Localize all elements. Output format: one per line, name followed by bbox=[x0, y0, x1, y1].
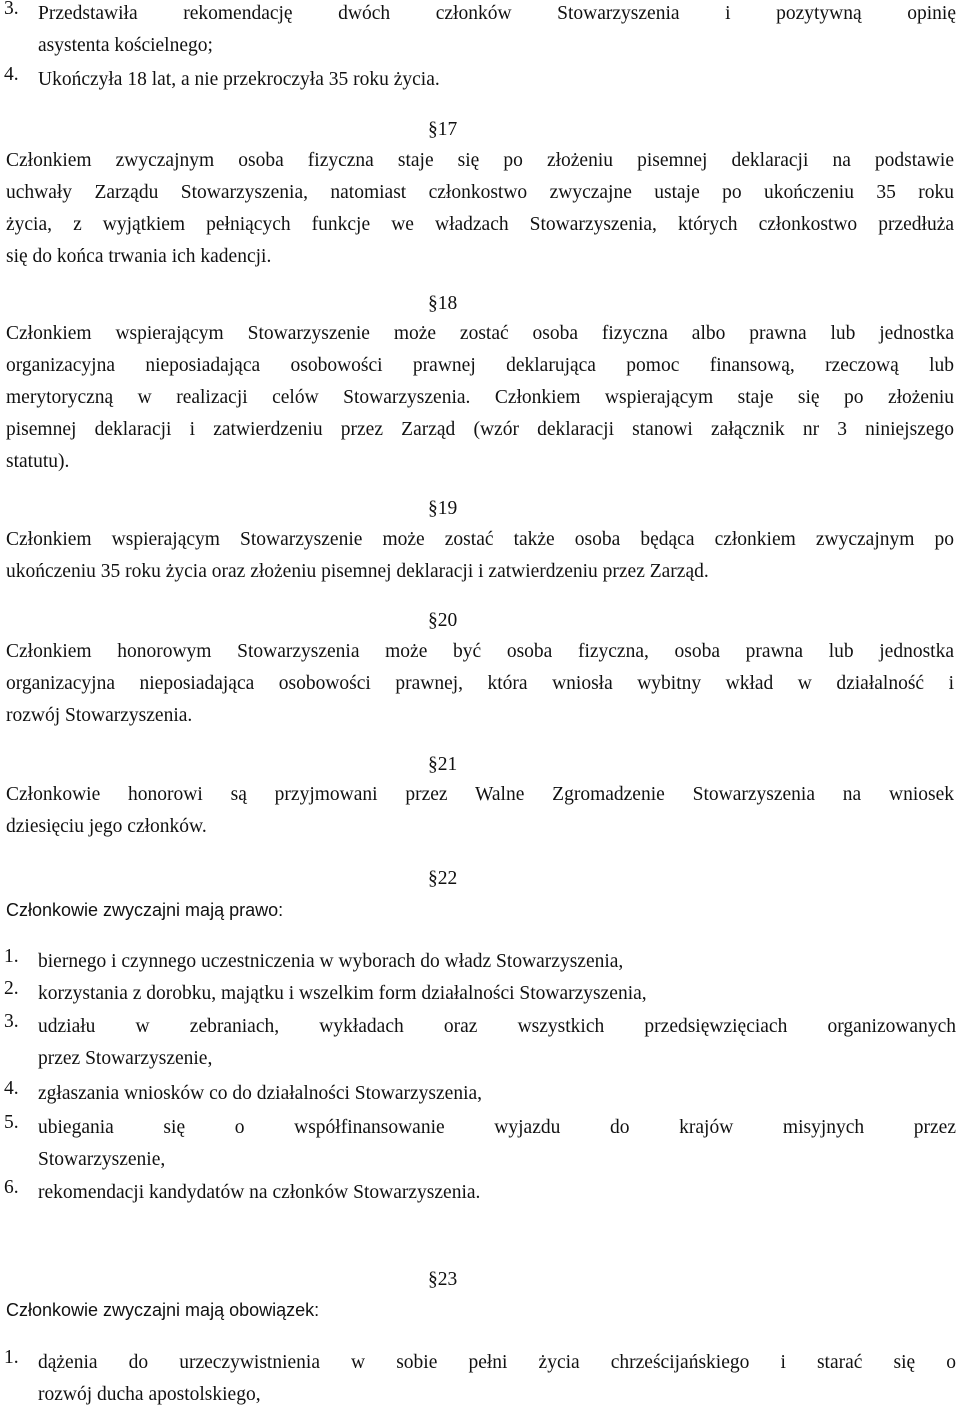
paragraph-line: organizacyjna nieposiadająca osobowości prawnej deklarująca pomoc finansową, rzeczową lub bbox=[6, 355, 954, 376]
list-number: 6. bbox=[4, 1177, 19, 1198]
list-text-line: Przedstawiła rekomendację dwóch członków Stowarzyszenia i pozytywną opinię bbox=[38, 3, 956, 24]
list-text-line: rozwój ducha apostolskiego, bbox=[38, 1384, 261, 1405]
list-item bbox=[4, 978, 956, 1010]
paragraph-line: organizacyjna nieposiadająca osobowości prawnej, która wniosła wybitny wkład w działalność i bbox=[6, 673, 954, 694]
paragraph-line: ukończeniu 35 roku życia oraz złożeniu pisemnej deklaracji i zatwierdzeniu przez Zarząd. bbox=[6, 561, 709, 582]
paragraph-20 bbox=[6, 636, 954, 732]
list-text-line: rekomendacji kandydatów na członków Stowarzyszenia. bbox=[38, 1182, 481, 1203]
section-heading-19: §19 bbox=[428, 498, 458, 519]
paragraph-line: rozwój Stowarzyszenia. bbox=[6, 705, 193, 726]
list-number: 2. bbox=[4, 978, 19, 999]
paragraph-19 bbox=[6, 524, 954, 588]
paragraph-line: pisemnej deklaracji i zatwierdzeniu przez Zarząd (wzór deklaracji stanowi załącznik nr 3 niniejszego bbox=[6, 419, 954, 440]
paragraph-line: Członkiem zwyczajnym osoba fizyczna staje się po złożeniu pisemnej deklaracji na podstawie bbox=[6, 150, 954, 171]
paragraph-line: uchwały Zarządu Stowarzyszenia, natomiast członkostwo zwyczajne ustaje po ukończeniu 35 roku bbox=[6, 182, 954, 203]
list-number: 1. bbox=[4, 946, 19, 967]
list-item bbox=[4, 1177, 956, 1209]
paragraph-line: życia, z wyjątkiem pełniących funkcje we władzach Stowarzyszenia, których członkostwo przedłuża bbox=[6, 214, 954, 235]
section-heading-21: §21 bbox=[428, 754, 458, 775]
paragraph-line: Członkiem wspierającym Stowarzyszenie może zostać także osoba będąca członkiem zwyczajnym po bbox=[6, 529, 954, 550]
section-heading-20: §20 bbox=[428, 610, 458, 631]
list-item bbox=[4, 946, 956, 978]
section-heading-18: §18 bbox=[428, 293, 458, 314]
list-item bbox=[4, 1078, 956, 1110]
intro-line: Członkowie zwyczajni mają prawo: bbox=[6, 900, 284, 920]
paragraph-line: się do końca trwania ich kadencji. bbox=[6, 246, 272, 267]
list-item bbox=[4, 1347, 956, 1411]
list-number: 5. bbox=[4, 1112, 19, 1133]
duties-intro bbox=[6, 1294, 954, 1326]
paragraph-line: dziesięciu jego członków. bbox=[6, 816, 207, 837]
section-heading-23: §23 bbox=[428, 1269, 458, 1290]
list-text-line: korzystania z dorobku, majątku i wszelkim form działalności Stowarzyszenia, bbox=[38, 983, 647, 1004]
rights-intro bbox=[6, 894, 954, 926]
paragraph-line: Członkowie honorowi są przyjmowani przez Walne Zgromadzenie Stowarzyszenia na wniosek bbox=[6, 784, 954, 805]
list-item bbox=[4, 1011, 956, 1075]
paragraph-line: Członkiem honorowym Stowarzyszenia może być osoba fizyczna, osoba prawna lub jednostka bbox=[6, 641, 954, 662]
paragraph-line: statutu). bbox=[6, 451, 70, 472]
intro-line: Członkowie zwyczajni mają obowiązek: bbox=[6, 1300, 320, 1320]
section-heading-22: §22 bbox=[428, 868, 458, 889]
list-number: 4. bbox=[4, 1078, 19, 1099]
list-text-line: przez Stowarzyszenie, bbox=[38, 1048, 213, 1069]
list-text-line: dążenia do urzeczywistnienia w sobie pełni życia chrześcijańskiego i starać się o bbox=[38, 1352, 956, 1373]
list-text-line: asystenta kościelnego; bbox=[38, 35, 213, 56]
list-number: 3. bbox=[4, 1011, 19, 1032]
list-text-line: Stowarzyszenie, bbox=[38, 1149, 166, 1170]
list-number: 3. bbox=[4, 0, 19, 19]
list-number: 4. bbox=[4, 64, 19, 85]
list-text-line: ubiegania się o współfinansowanie wyjazdu do krajów misyjnych przez bbox=[38, 1117, 956, 1138]
list-number: 1. bbox=[4, 1347, 19, 1368]
paragraph-21 bbox=[6, 779, 954, 843]
list-text-line: zgłaszania wniosków co do działalności Stowarzyszenia, bbox=[38, 1083, 483, 1104]
list-text-line: biernego i czynnego uczestniczenia w wyborach do władz Stowarzyszenia, bbox=[38, 951, 624, 972]
list-item bbox=[4, 0, 956, 62]
list-text-line: udziału w zebraniach, wykładach oraz wszystkich przedsięwzięciach organizowanych bbox=[38, 1016, 956, 1037]
section-heading-17: §17 bbox=[428, 119, 458, 140]
paragraph-line: merytoryczną w realizacji celów Stowarzyszenia. Członkiem wspierającym staje się po złożeniu bbox=[6, 387, 954, 408]
paragraph-18 bbox=[6, 318, 954, 478]
list-item bbox=[4, 1112, 956, 1176]
paragraph-17 bbox=[6, 145, 954, 273]
list-item bbox=[4, 64, 956, 96]
paragraph-line: Członkiem wspierającym Stowarzyszenie może zostać osoba fizyczna albo prawna lub jednostka bbox=[6, 323, 954, 344]
list-text-line: Ukończyła 18 lat, a nie przekroczyła 35 roku życia. bbox=[38, 69, 440, 90]
